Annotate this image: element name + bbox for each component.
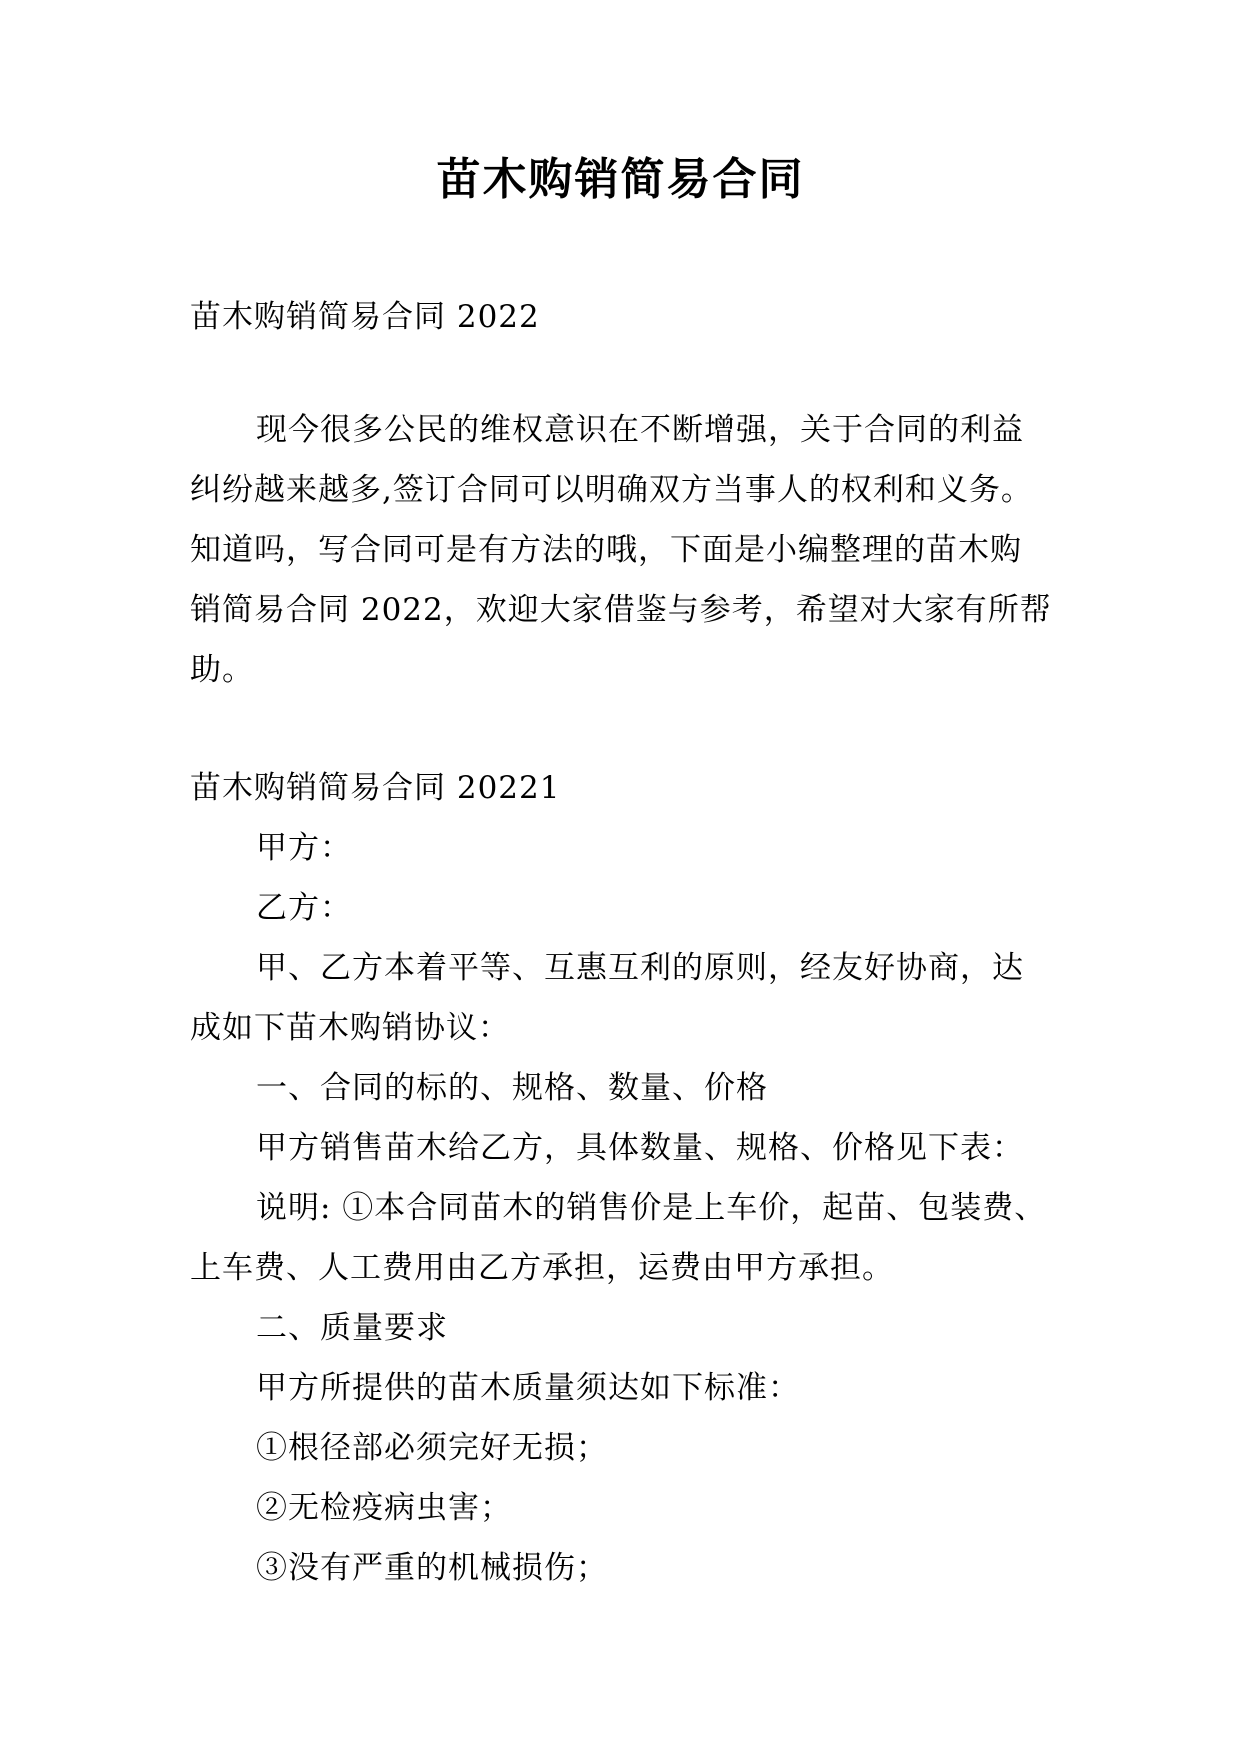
document-title: 苗木购销简易合同 (436, 154, 805, 205)
clause-heading-2: 二、质量要求 (256, 1310, 448, 1346)
clause-heading-1: 一、合同的标的、规格、数量、价格 (256, 1070, 768, 1106)
quality-item-1: ①根径部必须完好无损； (256, 1430, 608, 1466)
note-line-1: 说明: ①本合同苗木的销售价是上车价，起苗、包装费、 (256, 1190, 1047, 1226)
body-line-4: 成如下苗木购销协议： (190, 1010, 510, 1046)
party-b-line: 乙方： (256, 890, 352, 926)
party-a-line: 甲方： (256, 830, 352, 866)
intro-line-2: 纠纷越来越多,签订合同可以明确双方当事人的权利和义务。 (190, 472, 1033, 508)
intro-line-3: 知道吗，写合同可是有方法的哦，下面是小编整理的苗木购 (190, 532, 1022, 568)
quality-item-3: ③没有严重的机械损伤； (256, 1550, 608, 1586)
document-subtitle: 苗木购销简易合同 2022 (190, 299, 540, 335)
section-heading: 苗木购销简易合同 20221 (190, 770, 561, 806)
quality-intro-line: 甲方所提供的苗木质量须达如下标准： (256, 1370, 800, 1406)
intro-line-1: 现今很多公民的维权意识在不断增强，关于合同的利益 (256, 412, 1024, 448)
note-line-2: 上车费、人工费用由乙方承担，运费由甲方承担。 (190, 1250, 894, 1286)
body-line-6: 甲方销售苗木给乙方，具体数量、规格、价格见下表： (256, 1130, 1024, 1166)
quality-item-2: ②无检疫病虫害； (256, 1490, 512, 1526)
intro-line-5: 助。 (190, 652, 254, 688)
intro-line-4: 销简易合同 2022，欢迎大家借鉴与参考，希望对大家有所帮 (190, 592, 1052, 628)
body-line-3: 甲、乙方本着平等、互惠互利的原则，经友好协商，达 (256, 950, 1024, 986)
